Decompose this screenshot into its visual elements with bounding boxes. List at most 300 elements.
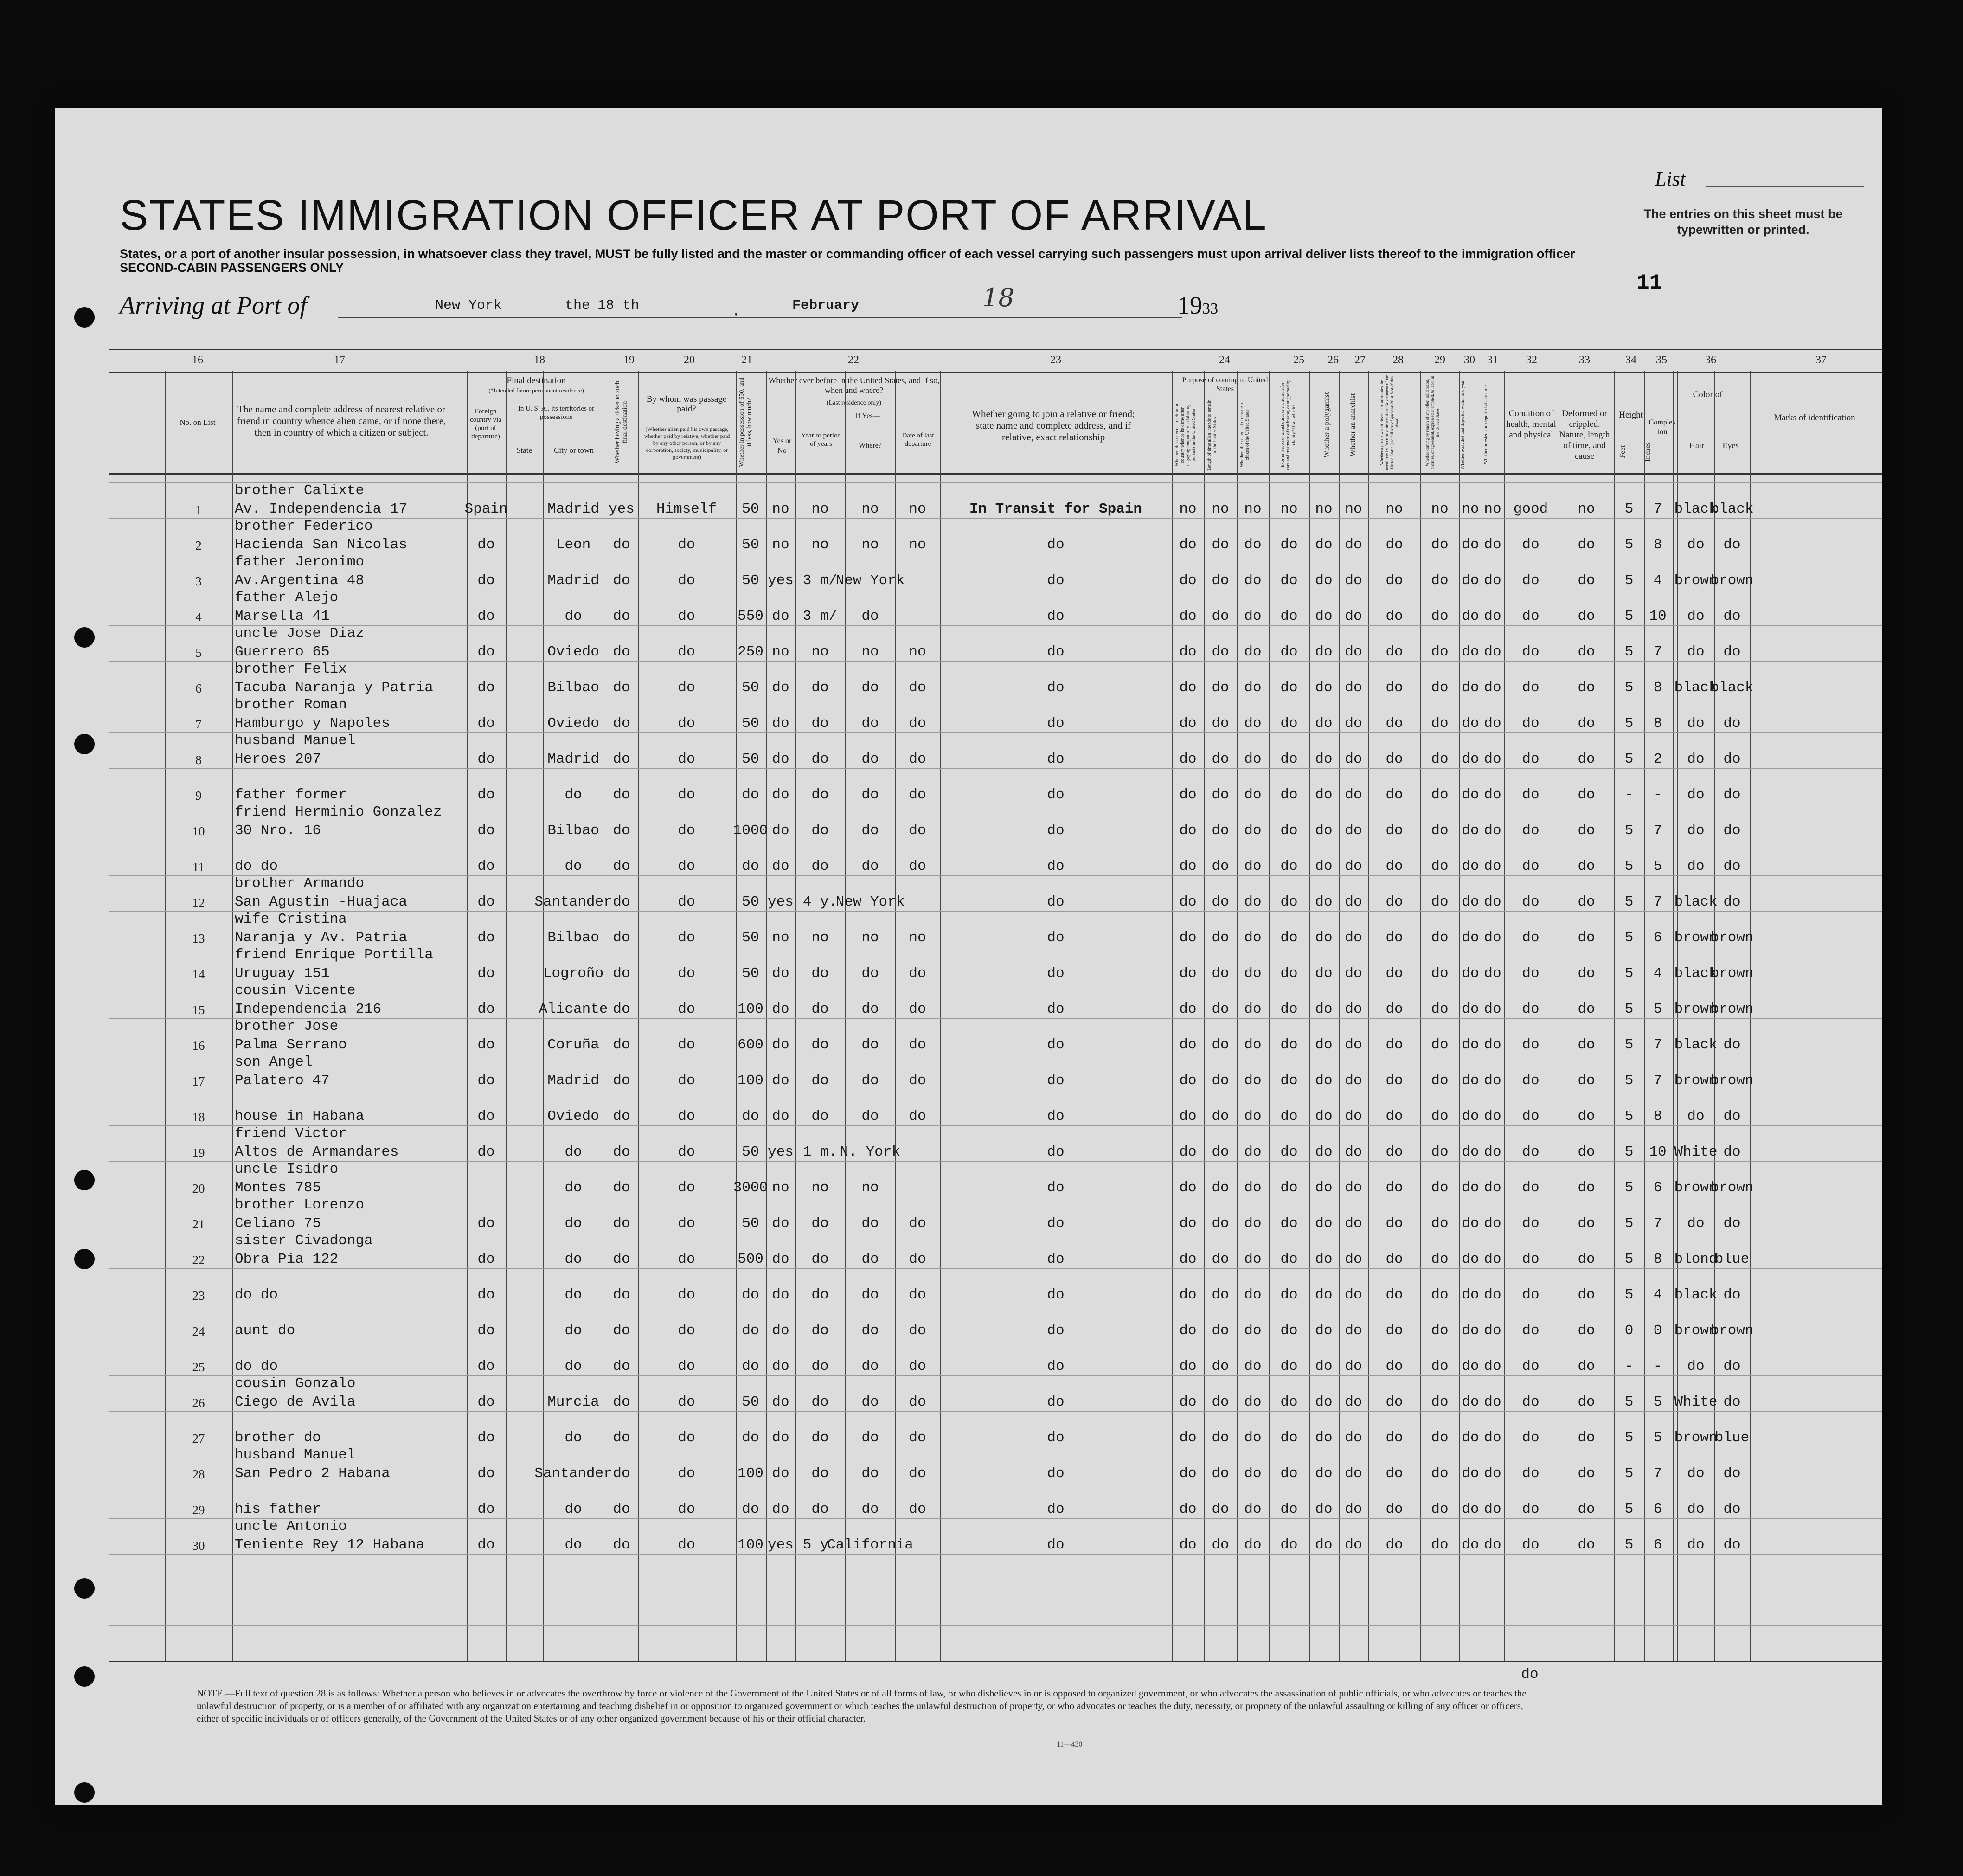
row-departure: no [909, 537, 926, 553]
row-foreign: do [477, 751, 495, 767]
row-q30: do [1462, 680, 1479, 696]
row-condition: do [1522, 644, 1540, 660]
row-p24b: do [1212, 1144, 1229, 1160]
row-paid: do [678, 965, 695, 982]
row-q28: do [1386, 1108, 1403, 1124]
row-q28: do [1386, 715, 1403, 732]
row-condition: do [1522, 1430, 1540, 1446]
row-q28: do [1386, 644, 1403, 660]
row-rule [109, 625, 1882, 626]
row-hair: brown [1674, 572, 1718, 589]
row-departure: do [909, 1037, 926, 1053]
row-relative-1: brother Federico [235, 518, 373, 534]
row-p24a: do [1179, 608, 1197, 624]
row-deformed: do [1578, 1144, 1595, 1160]
row-hair: White [1674, 1394, 1718, 1410]
row-paid: do [678, 822, 695, 839]
row-no: 28 [192, 1467, 205, 1481]
col-header-25: Ever in prison or almshouse, or institution for care and treatment of the insane, or supported by charity? If so, which? [1280, 379, 1296, 470]
row-inches: - [1653, 787, 1662, 803]
row-q28: do [1386, 858, 1403, 874]
row-condition: good [1513, 501, 1548, 517]
row-feet: 5 [1624, 501, 1634, 517]
row-q29: do [1431, 537, 1449, 553]
row-p24b: do [1212, 822, 1229, 839]
column-rule [638, 371, 639, 1661]
row-q30: do [1462, 537, 1479, 553]
arrival-day: 18 th [597, 298, 640, 314]
row-relative-2: San Agustin -Huajaca [235, 894, 408, 910]
row-q27: do [1345, 965, 1362, 982]
row-condition: do [1522, 822, 1540, 839]
row-q29: do [1431, 1501, 1449, 1517]
row-q31: no [1484, 501, 1501, 517]
row-q26: do [1315, 1251, 1333, 1267]
row-no: 12 [192, 896, 205, 910]
row-yn: no [772, 501, 789, 517]
row-q29: do [1431, 1144, 1449, 1160]
row-relative-2: San Pedro 2 Habana [235, 1465, 390, 1482]
row-ticket: do [613, 715, 630, 732]
row-rule [109, 661, 1882, 662]
row-foreign: do [477, 1394, 495, 1410]
final-destination-label: Final destination [507, 376, 566, 385]
row-year: do [811, 1465, 829, 1482]
row-q26: do [1315, 1323, 1333, 1339]
column-rule [1504, 371, 1505, 1661]
row-where: do [861, 1323, 879, 1339]
row-join: do [1047, 1465, 1065, 1482]
row-q27: do [1345, 1180, 1362, 1196]
row-q26: do [1315, 680, 1333, 696]
row-yn: do [772, 965, 789, 982]
row-q30: do [1462, 572, 1479, 589]
row-q28: do [1386, 1144, 1403, 1160]
row-inches: 7 [1653, 1215, 1662, 1232]
binder-hole [74, 307, 95, 328]
row-relative-2: Tacuba Naranja y Patria [235, 680, 433, 696]
row-q30: do [1462, 858, 1479, 874]
row-foreign: do [477, 858, 495, 874]
row-q30: do [1462, 1251, 1479, 1267]
row-yn: do [772, 1465, 789, 1482]
row-deformed: do [1578, 751, 1595, 767]
row-p24b: do [1212, 1215, 1229, 1232]
row-condition: do [1522, 965, 1540, 982]
row-q28: do [1386, 1501, 1403, 1517]
row-p24a: do [1179, 680, 1197, 696]
row-p24c: do [1244, 1180, 1262, 1196]
row-money: 50 [742, 1144, 759, 1160]
row-eyes: black [1710, 680, 1754, 696]
row-q25: do [1280, 787, 1298, 803]
arrival-year: 1933 [1177, 291, 1218, 319]
row-paid: do [678, 1358, 695, 1375]
row-departure: do [909, 751, 926, 767]
row-p24c: do [1244, 537, 1262, 553]
column-rule [232, 371, 233, 1661]
row-q31: do [1484, 1144, 1501, 1160]
row-q25: do [1280, 1465, 1298, 1482]
row-no: 7 [195, 717, 202, 731]
row-inches: 5 [1653, 1394, 1662, 1410]
row-q25: do [1280, 1215, 1298, 1232]
row-eyes: brown [1710, 1323, 1754, 1339]
row-hair: black [1674, 1287, 1718, 1303]
row-p24b: do [1212, 965, 1229, 982]
row-inches: 5 [1653, 1001, 1662, 1017]
row-q29: do [1431, 1465, 1449, 1482]
col-header-26: Whether a polygamist [1323, 392, 1331, 458]
row-yn: yes [768, 1144, 794, 1160]
row-money: 100 [738, 1001, 763, 1017]
row-feet: 5 [1624, 715, 1634, 732]
row-p24b: do [1212, 715, 1229, 732]
row-deformed: do [1578, 1073, 1595, 1089]
row-money: 50 [742, 965, 759, 982]
row-q30: do [1462, 1537, 1479, 1553]
row-rule [109, 1554, 1882, 1555]
row-q27: do [1345, 1108, 1362, 1124]
row-p24c: do [1244, 1465, 1262, 1482]
row-no: 15 [192, 1003, 205, 1017]
row-ticket: do [613, 1215, 630, 1232]
row-money: do [742, 1358, 759, 1375]
row-q28: do [1386, 787, 1403, 803]
row-no: 9 [195, 789, 202, 803]
row-relative-1: friend Victor [235, 1125, 347, 1142]
col-header-year: Year or period of years [801, 432, 841, 448]
row-yn: do [772, 858, 789, 874]
row-relative-2: Marsella 41 [235, 608, 330, 624]
row-city: Alicante [539, 1001, 608, 1017]
row-join: do [1047, 715, 1065, 732]
row-p24c: do [1244, 1215, 1262, 1232]
row-relative-1: husband Manuel [235, 732, 356, 749]
row-p24a: do [1179, 1180, 1197, 1196]
row-q30: do [1462, 608, 1479, 624]
col-num: 16 [192, 354, 203, 366]
row-deformed: do [1578, 1001, 1595, 1017]
row-feet: 5 [1624, 751, 1634, 767]
row-feet: 5 [1624, 1073, 1634, 1089]
row-foreign: do [477, 1323, 495, 1339]
row-join: do [1047, 1001, 1065, 1017]
col-header-24b: Length of time alien intends to remain in the United States [1207, 399, 1218, 471]
row-q27: do [1345, 1501, 1362, 1517]
row-p24a: do [1179, 1501, 1197, 1517]
row-relative-2: Av.Argentina 48 [235, 572, 365, 589]
col-num: 30 [1464, 354, 1475, 366]
row-p24c: do [1244, 930, 1262, 946]
row-q31: do [1484, 608, 1501, 624]
row-city: Oviedo [547, 644, 599, 660]
row-condition: do [1522, 1501, 1540, 1517]
row-feet: - [1624, 787, 1634, 803]
row-money: do [742, 1430, 759, 1446]
row-q30: do [1462, 1108, 1479, 1124]
row-q26: do [1315, 894, 1333, 910]
row-join: do [1047, 1037, 1065, 1053]
row-year: no [811, 501, 829, 517]
row-p24a: do [1179, 1537, 1197, 1553]
row-paid: do [678, 1394, 695, 1410]
col-header-eyes: Eyes [1722, 441, 1739, 450]
col-header-29: Whether coming by reason of any offer, solicitation, promise, or agreement, expressed or implied, to labor in the United States [1425, 376, 1440, 469]
row-inches: 6 [1653, 1180, 1662, 1196]
row-departure: do [909, 1215, 926, 1232]
row-relative-2: Teniente Rey 12 Habana [235, 1537, 425, 1553]
row-eyes: do [1723, 1537, 1741, 1553]
row-deformed: do [1578, 787, 1595, 803]
row-departure: do [909, 680, 926, 696]
row-q30: do [1462, 1465, 1479, 1482]
row-money: 3000 [733, 1180, 768, 1196]
row-p24b: do [1212, 1501, 1229, 1517]
row-deformed: do [1578, 1251, 1595, 1267]
row-p24c: do [1244, 1073, 1262, 1089]
row-q30: do [1462, 1073, 1479, 1089]
row-q26: do [1315, 1144, 1333, 1160]
row-where: do [861, 1394, 879, 1410]
row-city: do [565, 1537, 582, 1553]
column-rule [1339, 371, 1340, 1661]
row-relative-2: aunt do [235, 1323, 295, 1339]
row-q30: do [1462, 930, 1479, 946]
row-money: 1000 [733, 822, 768, 839]
row-feet: 5 [1624, 1501, 1634, 1517]
col-num: 18 [534, 354, 545, 366]
row-q25: do [1280, 858, 1298, 874]
row-q28: do [1386, 822, 1403, 839]
row-feet: 5 [1624, 1001, 1634, 1017]
row-q29: do [1431, 1073, 1449, 1089]
row-departure: do [909, 1501, 926, 1517]
row-foreign: do [477, 644, 495, 660]
row-eyes: do [1723, 1108, 1741, 1124]
row-q29: do [1431, 572, 1449, 589]
row-foreign: do [477, 1287, 495, 1303]
row-departure: no [909, 501, 926, 517]
row-q28: do [1386, 1180, 1403, 1196]
row-q27: do [1345, 751, 1362, 767]
row-q26: do [1315, 537, 1333, 553]
row-q30: do [1462, 1501, 1479, 1517]
row-deformed: do [1578, 572, 1595, 589]
row-feet: 5 [1624, 1215, 1634, 1232]
row-hair: do [1687, 1108, 1705, 1124]
row-ticket: do [613, 1073, 630, 1089]
row-q31: do [1484, 1501, 1501, 1517]
row-q27: do [1345, 1323, 1362, 1339]
row-year: do [811, 1430, 829, 1446]
row-q31: do [1484, 1215, 1501, 1232]
row-paid: Himself [656, 501, 717, 517]
row-money: 50 [742, 680, 759, 696]
column-rule [1673, 371, 1674, 1661]
row-departure: do [909, 1287, 926, 1303]
col-header-city: City or town [554, 446, 594, 455]
row-feet: 5 [1624, 1037, 1634, 1053]
row-ticket: do [613, 1180, 630, 1196]
row-relative-2: do do [235, 1287, 278, 1303]
row-relative-2: 30 Nro. 16 [235, 822, 321, 839]
row-hair: black [1674, 894, 1718, 910]
row-p24a: do [1179, 1465, 1197, 1482]
row-eyes: do [1723, 894, 1741, 910]
row-where: do [861, 608, 879, 624]
row-relative-2: Montes 785 [235, 1180, 321, 1196]
row-relative-1: cousin Gonzalo [235, 1375, 356, 1392]
row-p24b: do [1212, 1073, 1229, 1089]
row-p24a: do [1179, 537, 1197, 553]
row-hair: do [1687, 537, 1705, 553]
row-city: Bilbao [547, 930, 599, 946]
row-hair: blond [1674, 1251, 1718, 1267]
row-paid: do [678, 1215, 695, 1232]
row-q29: do [1431, 680, 1449, 696]
col-num: 24 [1219, 354, 1230, 366]
column-rule [1172, 371, 1173, 1661]
row-q27: do [1345, 1394, 1362, 1410]
col-header-30: Whether excluded and deported within one year [1460, 380, 1465, 470]
row-feet: 5 [1624, 1394, 1634, 1410]
row-q31: do [1484, 680, 1501, 696]
row-year: do [811, 787, 829, 803]
col-header-usa: In U. S. A., its territories or possessions [518, 405, 595, 421]
row-no: 19 [192, 1146, 205, 1160]
row-city: do [565, 608, 582, 624]
row-yn: no [772, 537, 789, 553]
row-q28: do [1386, 1073, 1403, 1089]
row-relative-1: uncle Antonio [235, 1518, 347, 1535]
row-q28: do [1386, 1465, 1403, 1482]
row-join: do [1047, 751, 1065, 767]
col-header-ticket: Whether having a ticket to such final destination [614, 381, 629, 463]
row-q29: do [1431, 965, 1449, 982]
row-q28: do [1386, 1537, 1403, 1553]
row-condition: do [1522, 751, 1540, 767]
row-condition: do [1522, 1287, 1540, 1303]
row-ticket: do [613, 822, 630, 839]
row-yn: yes [768, 572, 794, 589]
col-num: 27 [1354, 354, 1366, 366]
row-hair: black [1674, 1037, 1718, 1053]
row-q27: do [1345, 1037, 1362, 1053]
row-q26: do [1315, 1037, 1333, 1053]
row-condition: do [1522, 1108, 1540, 1124]
row-join: do [1047, 1358, 1065, 1375]
row-q27: do [1345, 894, 1362, 910]
row-q27: do [1345, 858, 1362, 874]
col-header-marks: Marks of identification [1774, 413, 1855, 423]
row-city: do [565, 1430, 582, 1446]
column-rule [845, 371, 846, 1661]
column-rule [766, 371, 767, 1661]
row-inches: 7 [1653, 1465, 1662, 1482]
row-yn: do [772, 1251, 789, 1267]
row-q31: do [1484, 751, 1501, 767]
row-p24a: do [1179, 644, 1197, 660]
row-where: do [861, 965, 879, 982]
row-join: In Transit for Spain [969, 501, 1142, 517]
row-q29: do [1431, 1394, 1449, 1410]
row-paid: do [678, 858, 695, 874]
row-year: 3 m/ [802, 608, 838, 624]
row-no: 2 [195, 539, 202, 553]
row-join: do [1047, 1215, 1065, 1232]
row-city: Madrid [547, 751, 599, 767]
row-eyes: brown [1710, 1180, 1754, 1196]
row-q27: no [1345, 501, 1362, 517]
row-q26: do [1315, 715, 1333, 732]
row-hair: brown [1674, 1001, 1718, 1017]
row-year: do [811, 715, 829, 732]
row-paid: do [678, 680, 695, 696]
row-rule [109, 1268, 1882, 1269]
row-yn: do [772, 1287, 789, 1303]
column-rule [1269, 371, 1270, 1661]
row-money: do [742, 1108, 759, 1124]
row-p24a: do [1179, 822, 1197, 839]
row-relative-2: father former [235, 787, 347, 803]
row-rule [109, 732, 1882, 733]
row-q25: do [1280, 1073, 1298, 1089]
row-foreign: do [477, 1215, 495, 1232]
row-year: do [811, 1037, 829, 1053]
row-paid: do [678, 537, 695, 553]
binder-hole [74, 1170, 95, 1190]
row-p24b: do [1212, 787, 1229, 803]
col-header-deformed: Deformed or crippled. Nature, length of time, and cause [1559, 409, 1610, 461]
row-q27: do [1345, 1073, 1362, 1089]
row-q27: do [1345, 680, 1362, 696]
row-q31: do [1484, 1180, 1501, 1196]
row-paid: do [678, 1108, 695, 1124]
row-p24a: do [1179, 1144, 1197, 1160]
row-year: do [811, 1501, 829, 1517]
row-q29: do [1431, 1358, 1449, 1375]
row-rule [109, 1161, 1882, 1162]
row-condition: do [1522, 572, 1540, 589]
row-condition: do [1522, 1215, 1540, 1232]
row-ticket: do [613, 644, 630, 660]
row-eyes: brown [1710, 930, 1754, 946]
row-departure: do [909, 1358, 926, 1375]
row-foreign: do [477, 822, 495, 839]
row-p24b: do [1212, 1037, 1229, 1053]
row-q31: do [1484, 930, 1501, 946]
row-year: 3 m/ [802, 572, 838, 589]
col-header-before-us-note: (Last residence only) [826, 399, 882, 406]
row-inches: 6 [1653, 1501, 1662, 1517]
row-inches: 6 [1653, 930, 1662, 946]
col-num: 37 [1815, 354, 1827, 366]
col-num: 33 [1579, 354, 1590, 366]
row-join: do [1047, 1323, 1065, 1339]
row-eyes: do [1723, 822, 1741, 839]
row-feet: 0 [1624, 1323, 1634, 1339]
row-q30: do [1462, 822, 1479, 839]
row-foreign: do [477, 787, 495, 803]
row-q25: do [1280, 1323, 1298, 1339]
row-foreign: do [477, 608, 495, 624]
row-inches: 4 [1653, 572, 1662, 589]
row-q27: do [1345, 1465, 1362, 1482]
row-foreign: do [477, 1430, 495, 1446]
row-condition: do [1522, 858, 1540, 874]
row-q25: do [1280, 1180, 1298, 1196]
